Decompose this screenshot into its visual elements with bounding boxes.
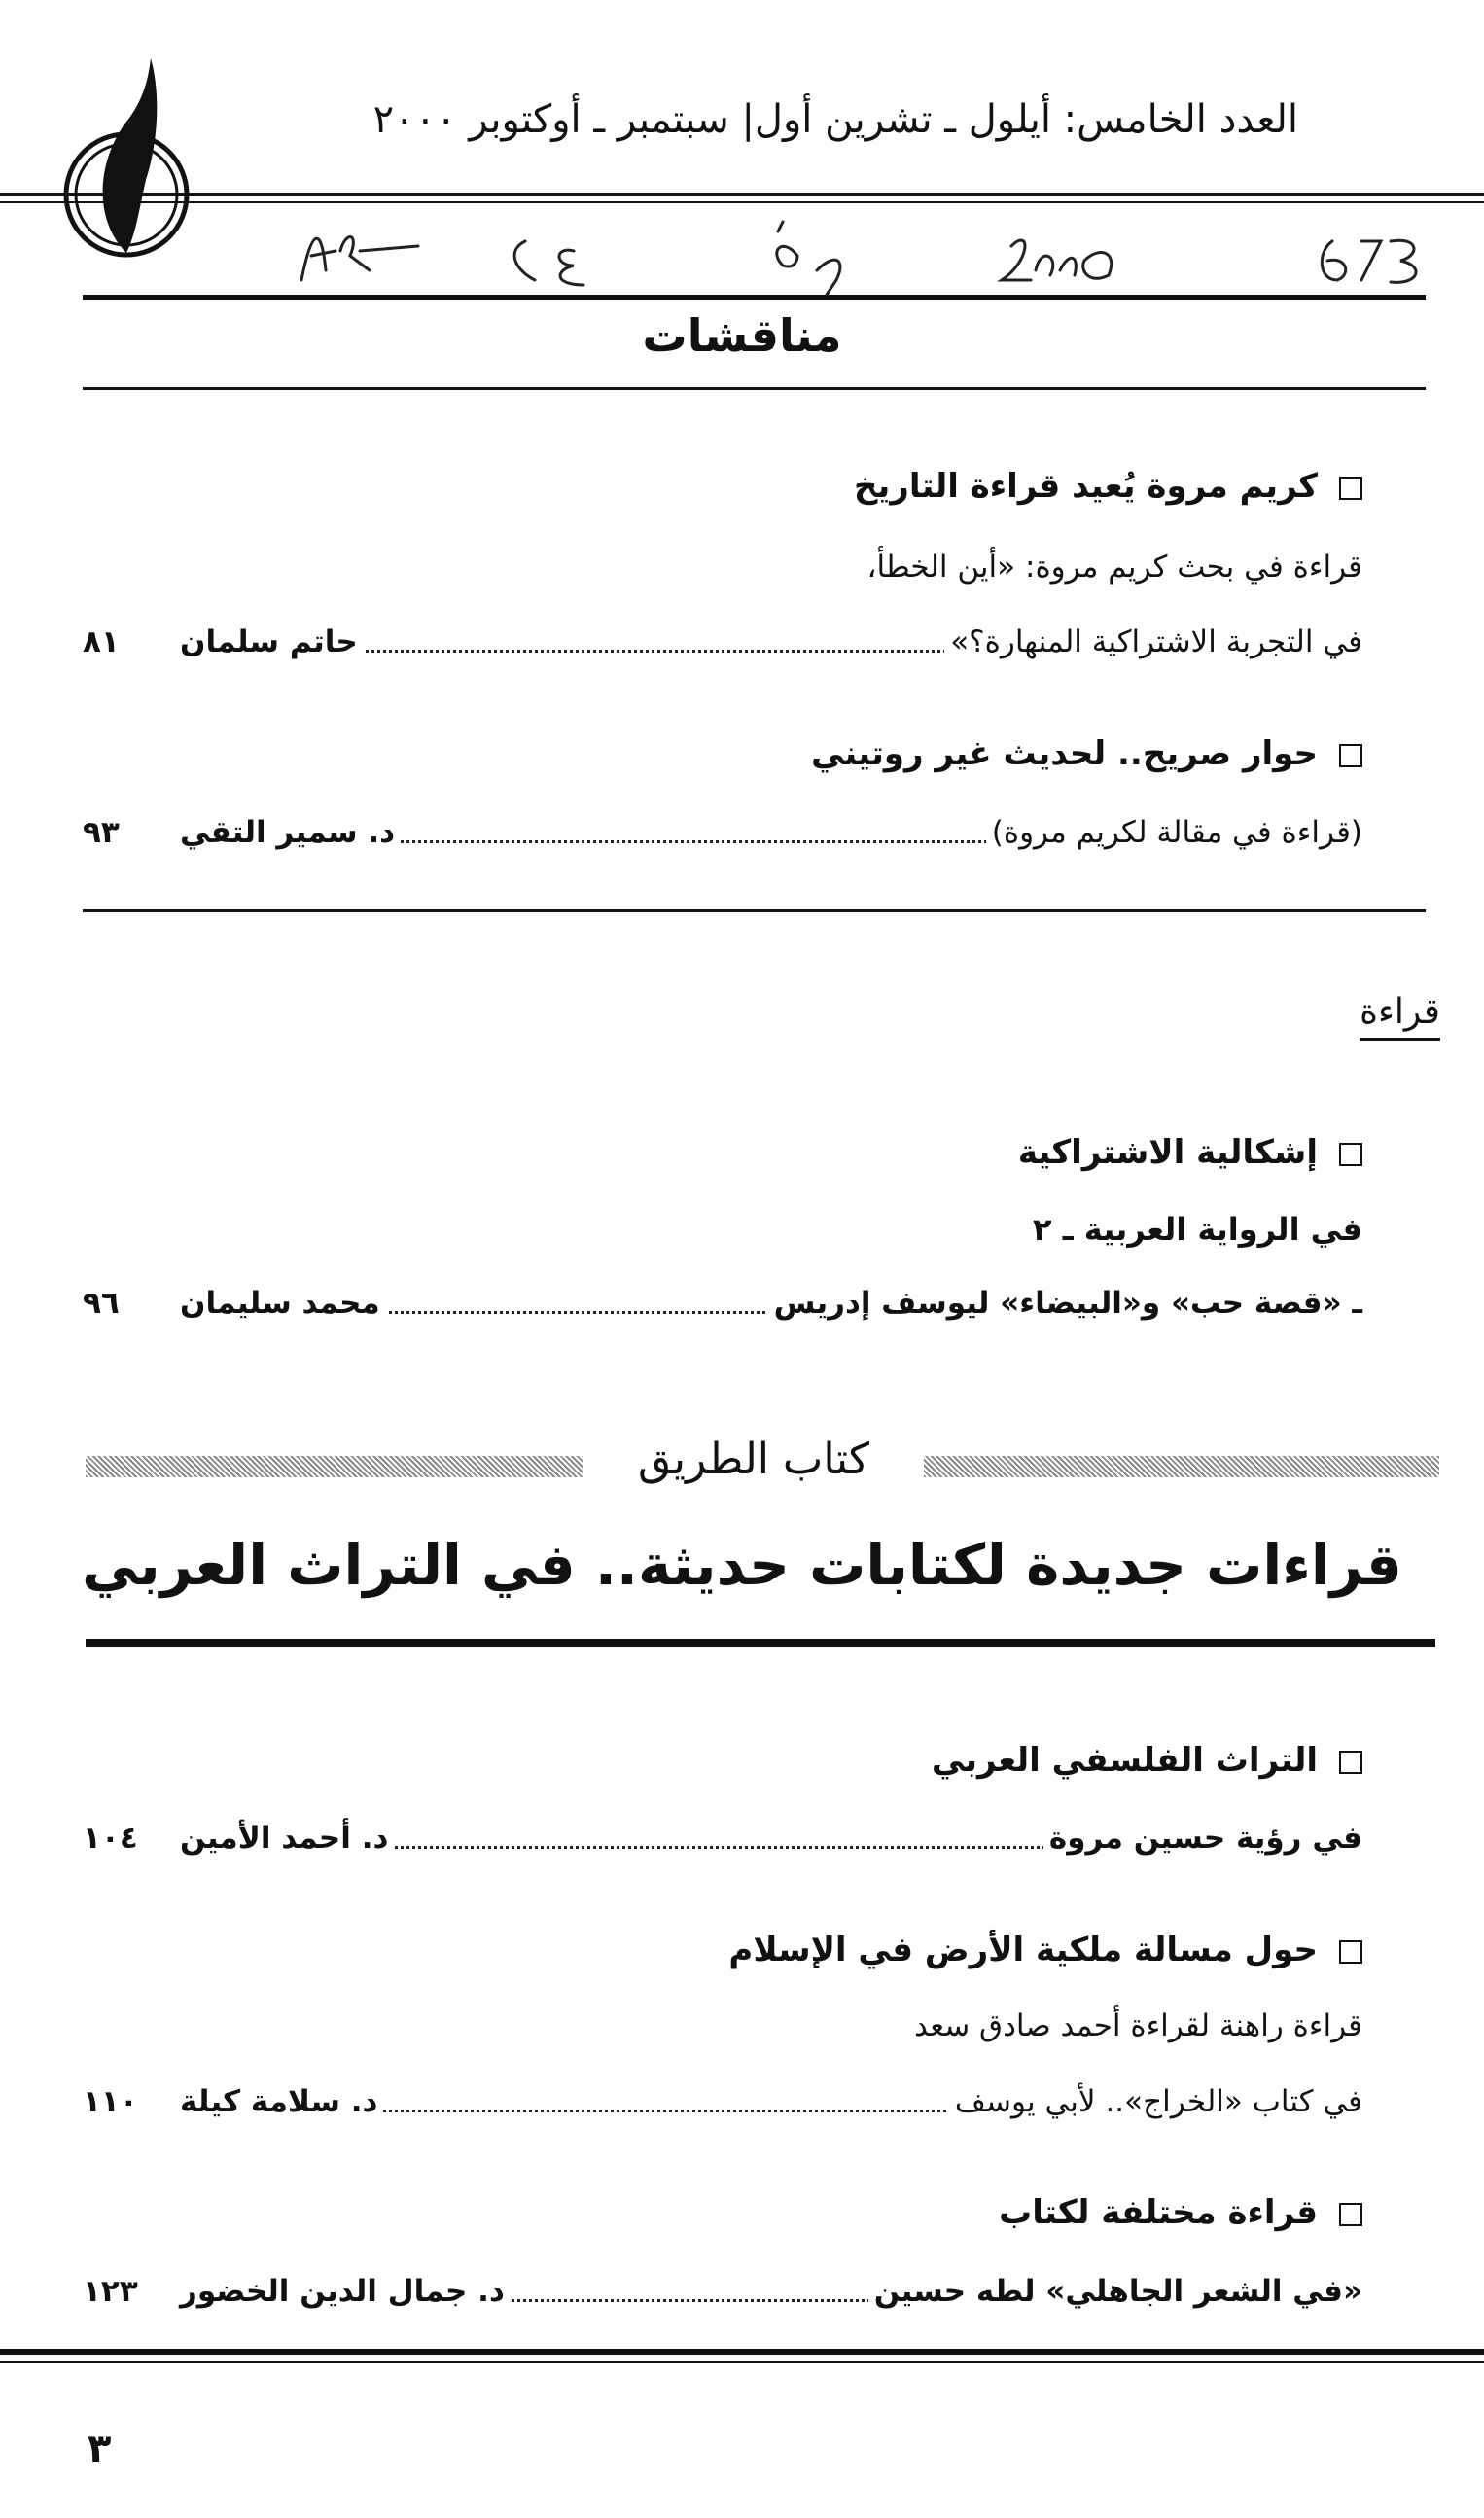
footer-rule-thin xyxy=(0,2361,1484,2363)
toc-row: (قراءة في مقالة لكريم مروة) د. سمير التقي ٩٣ xyxy=(83,815,1362,850)
author-name: محمد سليمان xyxy=(180,1286,386,1321)
header-rule xyxy=(0,193,1484,196)
section-rule xyxy=(86,1639,1435,1647)
section-title-kitab: كتاب الطريق xyxy=(638,1435,869,1484)
checkbox-icon xyxy=(1339,744,1362,767)
checkbox-icon xyxy=(1339,477,1362,500)
section-rule xyxy=(83,295,1426,300)
page-number: ٨١ xyxy=(83,624,120,659)
toc-row: في التجربة الاشتراكية المنهارة؟» حاتم سلمان ٨١ xyxy=(83,624,1362,659)
author-name: د. أحمد الأمين xyxy=(180,1821,394,1856)
handwritten-note xyxy=(253,212,1430,300)
entry-title: حوار صريح.. لحديث غير روتيني xyxy=(811,734,1362,773)
section-title-discussions: مناقشات xyxy=(642,309,842,362)
checkbox-icon xyxy=(1339,1751,1362,1774)
author-name: حاتم سلمان xyxy=(180,624,364,659)
footer-rule xyxy=(0,2349,1484,2355)
page-number: ١١٠ xyxy=(83,2084,138,2119)
section-rule xyxy=(83,909,1426,912)
entry-subline: في الرواية العربية ـ ٢ xyxy=(1033,1211,1362,1248)
page-number: ١٠٤ xyxy=(83,1821,138,1856)
page-number: ٩٣ xyxy=(83,815,120,850)
entry-title: كريم مروة يُعيد قراءة التاريخ xyxy=(854,467,1362,506)
toc-row: ـ «قصة حب» و«البيضاء» ليوسف إدريس محمد سليمان ٩٦ xyxy=(83,1286,1362,1321)
checkbox-icon xyxy=(1339,2203,1362,2226)
entry-title: إشكالية الاشتراكية xyxy=(1018,1133,1362,1172)
header-rule-thin xyxy=(0,201,1484,203)
entry-title: التراث الفلسفي العربي xyxy=(932,1741,1362,1780)
entry-subline: قراءة راهنة لقراءة أحمد صادق سعد xyxy=(914,2008,1362,2043)
section-rule xyxy=(83,387,1426,390)
toc-row: في رؤية حسين مروة د. أحمد الأمين ١٠٤ xyxy=(83,1821,1362,1856)
hatch-band-left xyxy=(86,1456,583,1477)
page-number: ٩٦ xyxy=(83,1286,120,1321)
checkbox-icon xyxy=(1339,1143,1362,1166)
author-name: د. سمير التقي xyxy=(180,815,401,850)
page-number: ١٢٣ xyxy=(83,2274,138,2309)
section-title-reading: قراءة xyxy=(1360,992,1440,1041)
hatch-band-right xyxy=(924,1456,1439,1477)
author-name: د. سلامة كيلة xyxy=(180,2084,383,2119)
footer-page-number: ٣ xyxy=(88,2427,112,2471)
section-subtitle-kitab: قراءات جديدة لكتابات حديثة.. في التراث العربي xyxy=(82,1532,1402,1598)
entry-title: قراءة مختلفة لكتاب xyxy=(999,2193,1362,2232)
leaf-logo-icon xyxy=(53,53,199,277)
toc-row: في كتاب «الخراج».. لأبي يوسف د. سلامة كيلة ١١٠ xyxy=(83,2084,1362,2119)
entry-subline: قراءة في بحث كريم مروة: «أين الخطأ، xyxy=(866,550,1362,585)
author-name: د. جمال الدين الخضور xyxy=(180,2274,511,2309)
entry-title: حول مسالة ملكية الأرض في الإسلام xyxy=(728,1931,1362,1969)
toc-row: «في الشعر الجاهلي» لطه حسين د. جمال الدين الخضور ١٢٣ xyxy=(83,2274,1362,2309)
checkbox-icon xyxy=(1339,1940,1362,1964)
issue-line: العدد الخامس: أيلول ـ تشرين أول| سبتمبر ـ أوكتوبر ٢٠٠٠ xyxy=(372,97,1298,142)
